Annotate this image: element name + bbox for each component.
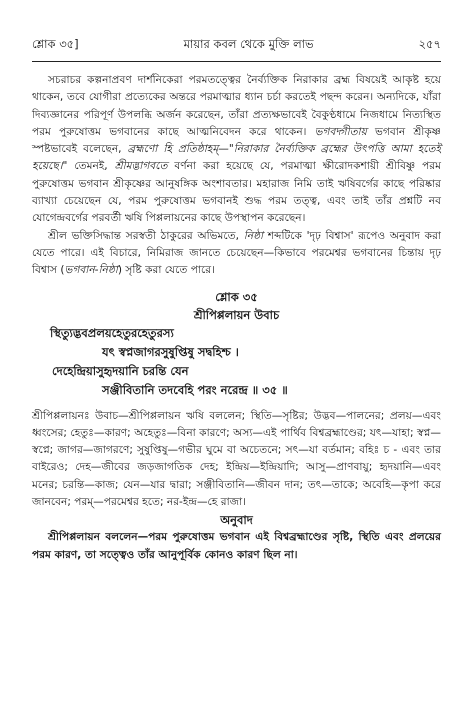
purport-quote: ব্রহ্মণো হি প্রতিষ্ঠাহম্—"নিরাকার নৈর্ব্যক্তিক ব্রহ্মের উৎপত্তি আমা হতেই হয়েছে।" [32,143,441,173]
purport-text: ) সৃষ্টি করা যেতে পারে। [117,264,215,277]
header-verse-ref: শ্লোক ৩৫] [32,37,79,51]
purport-text: সচরাচর কল্পনাপ্রবণ দার্শনিকেরা পরমতত্ত্বের নৈর্ব্যক্তিক নিরাকার ব্রহ্ম বিষয়েই আকৃষ্ট হয়ে থাকেন, তবে যোগীরা প্রত্যেকের অন্তরে পরমাত্মার ধ্যান চর্চা করতেই পছন্দ করেন। অন্যদিকে, যাঁরা দিব্যজ্ঞানের পরিপূর্ণ উপলব্ধি অর্জন করেছেন, তাঁরা প্রত্যক্ষভাবেই বৈকুণ্ঠধামে নিজধামে নিত্যস্থিত পরম পুরুষোত্তম ভগবানের কাছে আত্মনিবেদন করে থাকেন। [32,74,441,138]
verse-line: যৎ স্বপ্নজাগরসুষুপ্তিষু সদ্বহিশ্চ । [102,344,239,359]
purport-text: তেমনই, [67,160,115,173]
verse-line: স্থিত্যুদ্ভবপ্রলয়হেতুরহেতুরস্য [50,325,174,340]
purport-paragraph-2 [32,228,441,280]
purport-book-title: ভগবদ্গীতায় [314,125,367,138]
purport-text: শ্রীল ভক্তিসিদ্ধান্ত সরস্বতী ঠাকুরের অভিমতে, [48,229,244,242]
verse-line: দেহেন্দ্রিয়াসুহৃদয়ানি চরন্তি যেন [52,363,189,378]
purport-book-title: শ্রীমদ্ভাগবতে [114,160,168,173]
verse-speaker: শ্রীপিপ্পলায়ন উবাচ [193,307,280,322]
word-synonyms: শ্রীপিপ্পলায়নঃ উবাচ—শ্রীপিপ্পলায়ন ঋষি বললেন; স্থিতি—সৃষ্টির; উদ্ভব—পালনের; প্রলয়—এবং ধ্বংসের; হেতুঃ—কারণ; অহেতুঃ—বিনা কারণে; অস্য—এই পার্থিব বিশ্বব্রহ্মাণ্ডের; যৎ—যাহা; স্বপ্ন—স্বপ্নে; জাগর—জাগরণে; সুষুপ্তিষু—গভীর ঘুমে বা অচেতনে; সৎ—যা বর্তমান; বহিঃ চ - এবং তার বাইরেও; দেহ—জীবের জড়জাগতিক দেহ; ইন্দ্রিয়—ইন্দ্রিয়াদি; আসু—প্রাণবায়ু; হৃদয়ানি—এবং মনের; চরন্তি—কাজ; যেন—যার দ্বারা; সঞ্জীবিতানি—জীবন দান; তৎ—তাকে; অবেহি—কৃপা করে জানবেন; পরম্—পরমেশ্বর হতে; নর-ইন্দ্র—হে রাজা। [32,409,441,509]
purport-term: নিষ্ঠা [243,229,264,242]
purport-text: বর্ণনা করা হয়েছে যে, পরমাত্মা ক্ষীরোদকশায়ী শ্রীবিষ্ণু পরম পুরুষোত্তম ভগবান শ্রীকৃষ্ণের আনুষঙ্গিক অংশাবতার। মহারাজ নিমি তাই ঋষিবর্গের কাছে পরিষ্কার ব্যাখ্যা চেয়েছেন যে, পরম পুরুষোত্তম ভগবানই শুদ্ধ পরম তত্ত্ব, এবং তাই তাঁর প্রশ্নটি নব যোগেন্দ্রবর্গের পরবর্তী ঋষি পিপ্পলায়নের কাছে উপস্থাপন করেছেন। [32,160,441,225]
translation-heading: অনুবাদ [220,513,253,528]
purport-paragraph-1 [32,72,441,228]
header-divider [32,61,441,62]
translation-text: শ্রীপিপ্পলায়ন বললেন—পরম পুরুষোত্তম ভগবান এই বিশ্বব্রহ্মাণ্ডের সৃষ্টি, স্থিতি এবং প্রলয়ের পরম কারণ, তা সত্ত্বেও তাঁর আনুপূর্বিক কোনও কারণ ছিল না। [32,531,441,561]
purport-text: শব্দটিকে 'দৃঢ় বিশ্বাস' রূপেও অনুবাদ করা যেতে পারে। এই বিচারে, নিমিরাজ জানতে চেয়েছেন—কিভাবে পরমেশ্বর ভগবানের চিন্তায় দৃঢ় বিশ্বাস ( [32,229,441,277]
page-header [32,36,441,55]
verse-line: সঞ্জীবিতানি তদবেহি পরং নরেন্দ্র ॥ ৩৫ ॥ [102,382,288,397]
purport-term: ভগবান-নিষ্ঠা [64,264,118,277]
header-page-number: ২৫৭ [418,37,441,51]
header-chapter-title: মায়ার কবল থেকে মুক্তি লাভ [183,37,314,51]
purport-text: ভগবান শ্রীকৃষ্ণ স্পষ্টভাবেই বলেছেন, [32,125,441,156]
verse-heading: শ্লোক ৩৫ [215,289,258,304]
